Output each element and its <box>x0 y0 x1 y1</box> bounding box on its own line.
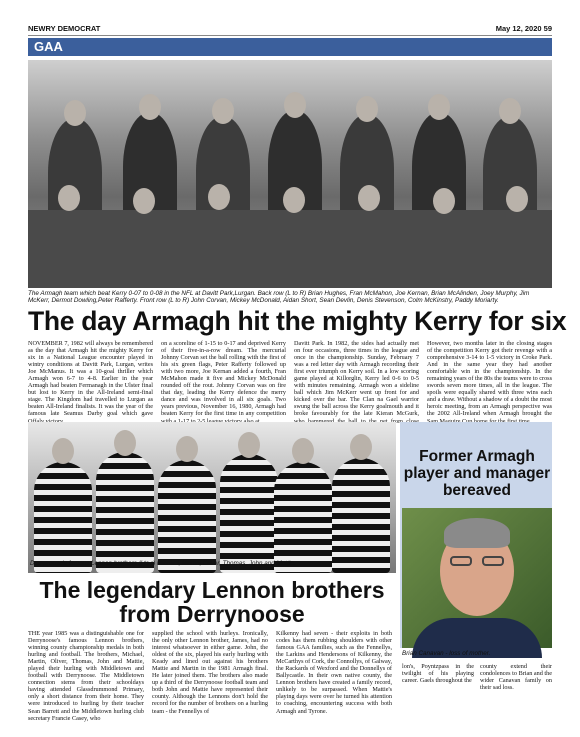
section-banner: GAA <box>28 38 552 56</box>
lennon-photo-caption: Derrynoose's famous Lennon brothers (l to r) Michael, Martin, Oliver, Thomas, John and Mattie. <box>30 560 296 567</box>
issue-date: May 12, 2020 59 <box>495 24 552 33</box>
story2-column-3: Kilkenny had seven - their exploits in both codes has them rubbing shoulders with other famous GAA families, such as the Fennellys, the Larkins and Hendersons of Kilkenny, the McCarthys of Cork, the Connollys, of Galway, the Rackards of Wexford and the Donnellys of Ballycastle. In their own native county, the Lennon brothers have created a family record, unlikely to be surpassed. When Mattie's playing days were over he turned his attention to coaching, encountering success with both Armagh and Tyrone. <box>276 630 392 715</box>
story2-column-1: THE year 1985 was a distinguishable one for Derrynoose's famous Lennon brothers, winning county championship medals in both hurling and football. The brothers, Michael, Martin, Oliver, Thomas, John and Mattie, played their hurling with Middletown and football with Derrynoose. The Middletown connection stems from their schooldays having attended Glassdrummond Primary, only a short distance from their home. They were introduced to hurling by their teacher Sean Barrett and the Middletown hurling club secretary Francie Casey, who <box>28 630 144 722</box>
story1-headline: The day Armagh hit the mighty Kerry for six <box>28 306 567 336</box>
team-photo <box>28 60 552 288</box>
story1-column-1: NOVEMBER 7, 1982 will always be remembered as the day that Armagh hit the mighty Kerry for six in a National League encounter played in wintry conditions at Davitt Park, Lurgan, writes Joe McManus. It was a 10-goal thriller which Armagh won 6-7 to 4-8. Earlier in the year Armagh had beaten Fermanagh in the Ulster final but lost to Kerry in the All-Ireland semi-final stage. The Kingdom had travelled to Lurgan as beaten All-Ireland finalists. It was the year of the famous late Seamus Darby goal which gave <box>28 340 153 418</box>
story1-column-2: on a scoreline of 1-15 to 0-17 and deprived Kerry of their five-in-a-row dream. The mercurial Johnny Corvan set the ball rolling with the first of his six green flags, Peter Rafferty followed up with two more, Joe Kernan added a fourth, Fran McMahon made it five and Mickey McDonald rounded off the rout. Johnny Corvan was on fire that day, leading the Kerry defence the merry dance and was involved in all six goals. Two years previous, November 16, 1980, Armagh had beaten Kerry for the first time in any competition <box>161 340 286 418</box>
story2-headline: The legendary Lennon brothers from Derrynoose <box>39 577 385 627</box>
story3-column-2: lon's, Poyntzpass in the twilight of his playing career. Gaels throughout the <box>402 663 474 685</box>
brian-canavan-portrait <box>402 508 552 648</box>
lennon-brothers-photo <box>28 422 396 573</box>
newspaper-name: NEWRY DEMOCRAT <box>28 24 101 33</box>
page-header <box>28 24 552 36</box>
story2-column-2: supplied the school with hurleys. Ironically, the only other Lennon brother, James, had no interest whatsoever in either game. John, the oldest of the six, played his early hurling with Keady and lined out against his brothers Mattie and Martin in the 1981 Armagh final. He later joined them. The brothers also made up a third of the Derrynoose football team and both John and Mattie have represented their county. Although the Lennons don't hold the record for the number of brothers on a hurling team - the Fennellys of <box>152 630 268 715</box>
story1-column-3: Davitt Park. In 1982, the sides had actually met on four occasions, three times in the league and once in the championship. Sunday, February 7 was a red letter day with Armagh recording their first ever triumph on Kerry soil. In a low scoring game played at Killorglin, Kerry led 0-6 to 0-5 with minutes remaining. Armagh won a sideline ball which Jim McKerr went up front for and kicked over the bar. The Clan na Gael warrior swung the ball across the Kerry goalmouth and it broke favourably for the late Kieran McGurk, from <box>294 340 419 425</box>
story3-headline: Former Armagh player and manager bereaved <box>403 448 551 499</box>
team-photo-caption: The Armagh team which beat Kerry 0-07 to 0-08 in the NFL at Davitt Park,Lurgan. Back row (L to R) Brian Hughes, Fran McMahon, Joe Kernan, Brian McAlinden, Joey Murphy, Jim McKerr, Dermot Dowling,Peter Rafferty. Front row (L to R) John Corvan, Mickey McDonald, Aidan Short, Sean Devlin, Denis Stevenson, Colm McKinstry, Paddy Moriarty. <box>28 290 530 305</box>
portrait-caption: Brian Canavan - loss of mother. <box>402 650 491 657</box>
story3-column-3: county extend their condolences to Brian and the wider Canavan family on their sad loss. <box>480 663 552 692</box>
story1-column-4: However, two months later in the closing stages of the competition Kerry got their revenge with a comprehensive 3-14 to 1-5 victory in Croke Park. And in the same year they had another comfortable win in the championship. In the remaining years of the 80s the teams were to cross swords seven more times, all in the league. The spoils were equally shared with three wins each and a draw. Without a shadow of a doubt the most heroic meeting, from an Armagh perspective was the 2002 All-Ireland when Armagh brought the <box>427 340 552 418</box>
